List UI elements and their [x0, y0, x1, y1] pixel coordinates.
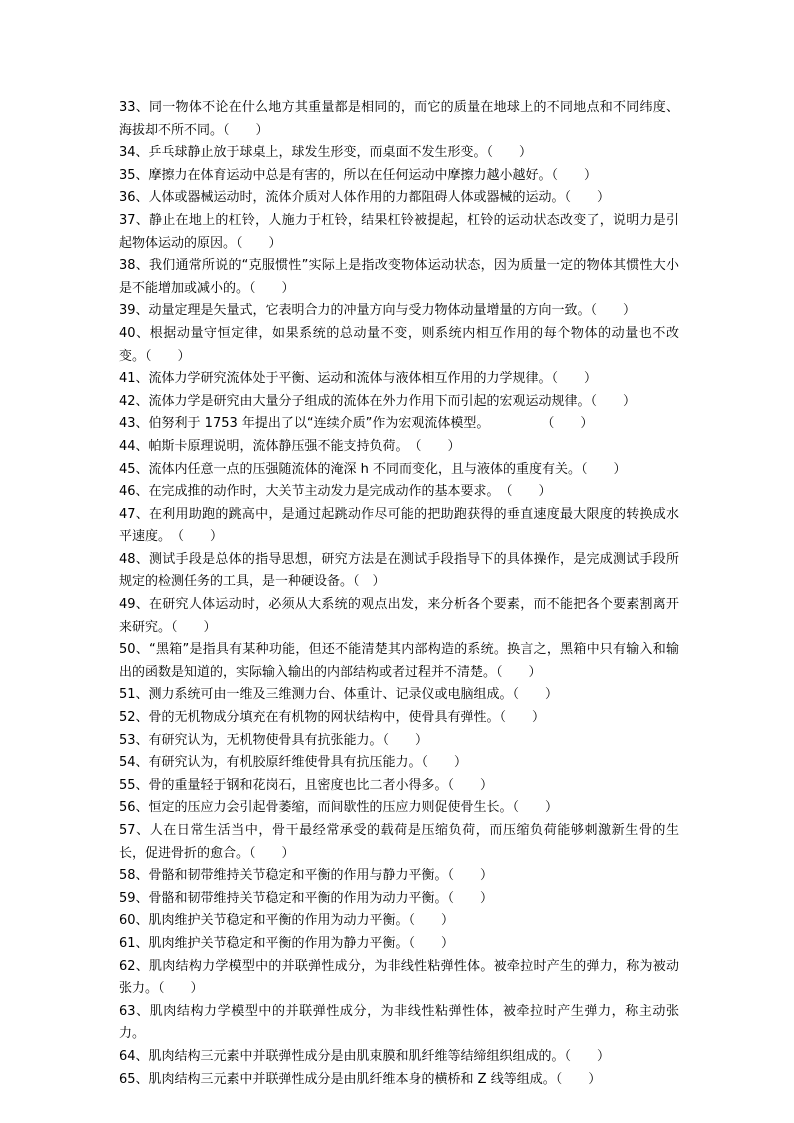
question-item: 41、流体力学研究流体处于平衡、运动和流体与液体相互作用的力学规律。（ ） — [119, 371, 598, 387]
question-item: 49、在研究人体运动时，必须从大系统的观点出发，来分析各个要素，而不能把各个要素割离开来研究。（ ） — [119, 597, 679, 635]
question-item: 50、“黑箱”是指具有某种功能，但还不能清楚其内部构造的系统。换言之，黑箱中只有输入和输出的函数是知道的，实际输入输出的内部结构或者过程并不清楚。（ ） — [119, 642, 679, 680]
question-item: 58、骨骼和韧带维持关节稳定和平衡的作用与静力平衡。（ ） — [119, 868, 494, 884]
question-item: 46、在完成推的动作时，大关节主动发力是完成动作的基本要求。 （ ） — [119, 484, 552, 500]
question-item: 45、流体内任意一点的压强随流体的淹深 h 不同而变化，且与液体的重度有关。（ ） — [119, 461, 627, 477]
question-item: 57、人在日常生活当中，骨干最经常承受的载荷是压缩负荷，而压缩负荷能够刺激新生骨的生长，促进骨折的愈合。（ ） — [119, 823, 679, 861]
question-item: 64、肌肉结构三元素中并联弹性成分是由肌束膜和肌纤维等结缔组织组成的。（ ） — [119, 1048, 611, 1064]
question-item: 35、摩擦力在体育运动中总是有害的，所以在任何运动中摩擦力越小越好。（ ） — [119, 167, 598, 183]
question-item: 40、根据动量守恒定律，如果系统的总动量不变，则系统内相互作用的每个物体的动量也不改变。（ ） — [119, 325, 679, 364]
question-item: 48、测试手段是总体的指导思想，研究方法是在测试手段指导下的具体操作，是完成测试手段所规定的检测任务的工具，是一种硬设备。（ ） — [119, 551, 679, 590]
question-item: 39、动量定理是矢量式，它表明合力的冲量方向与受力物体动量增量的方向一致。（ ） — [119, 303, 637, 319]
question-item: 54、有研究认为，有机胶原纤维使骨具有抗压能力。（ ） — [119, 755, 468, 771]
question-item: 60、肌肉维护关节稳定和平衡的作用为动力平衡。（ ） — [119, 913, 455, 929]
question-item: 55、骨的重量轻于钢和花岗石，且密度也比二者小得多。（ ） — [119, 777, 494, 793]
question-item: 65、肌肉结构三元素中并联弹性成分是由肌纤维本身的横桥和 Z 线等组成。（ ） — [119, 1071, 602, 1087]
question-item: 63、肌肉结构力学模型中的并联弹性成分，为非线性粘弹性体，被牵拉时产生弹力，称主动张力。 — [119, 1003, 679, 1042]
question-item: 38、我们通常所说的“克服惯性”实际上是指改变物体运动状态，因为质量一定的物体其惯性大小是不能增加或减小的。（ ） — [119, 258, 679, 296]
question-item: 62、肌肉结构力学模型中的并联弹性成分，为非线性粘弹性体。被牵拉时产生的弹力，称为被动张力。（ ） — [119, 958, 679, 997]
question-item: 36、人体或器械运动时，流体介质对人体作用的力都阻碍人体或器械的运动。（ ） — [119, 190, 611, 206]
question-item: 59、骨骼和韧带维持关节稳定和平衡的作用为动力平衡。（ ） — [119, 890, 494, 906]
question-item: 61、肌肉维护关节稳定和平衡的作用为静力平衡。（ ） — [119, 935, 455, 951]
question-item: 33、同一物体不论在什么地方其重量都是相同的，而它的质量在地球上的不同地点和不同纬度、海拔却不所不同。（ ） — [119, 100, 679, 138]
question-item: 56、恒定的压应力会引起骨萎缩，而间歇性的压应力则促使骨生长。（ ） — [119, 800, 559, 816]
question-item: 37、静止在地上的杠铃，人施力于杠铃，结果杠铃被提起，杠铃的运动状态改变了，说明力是引起物体运动的原因。（ ） — [119, 212, 679, 251]
question-item: 44、帕斯卡原理说明，流体静压强不能支持负荷。 （ ） — [119, 438, 461, 454]
question-list — [119, 97, 679, 1091]
question-item: 47、在利用助跑的跳高中，是通过起跳动作尽可能的把助跑获得的垂直速度最大限度的转换成水平速度。 （ ） — [119, 506, 679, 545]
question-item: 34、乒乓球静止放于球桌上，球发生形变，而桌面不发生形变。（ ） — [119, 145, 533, 161]
question-item: 51、测力系统可由一维及三维测力台、体重计、记录仪或电脑组成。（ ） — [119, 687, 559, 703]
question-item: 53、有研究认为，无机物使骨具有抗张能力。（ ） — [119, 732, 429, 748]
question-item: 52、骨的无机物成分填充在有机物的网状结构中，使骨具有弹性。（ ） — [119, 710, 546, 726]
question-item: 42、流体力学是研究由大量分子组成的流体在外力作用下而引起的宏观运动规律。（ ） — [119, 393, 637, 409]
question-item: 43、伯努利于 1753 年提出了以“连续介质”作为宏观流体模型。 （ ） — [119, 416, 594, 432]
